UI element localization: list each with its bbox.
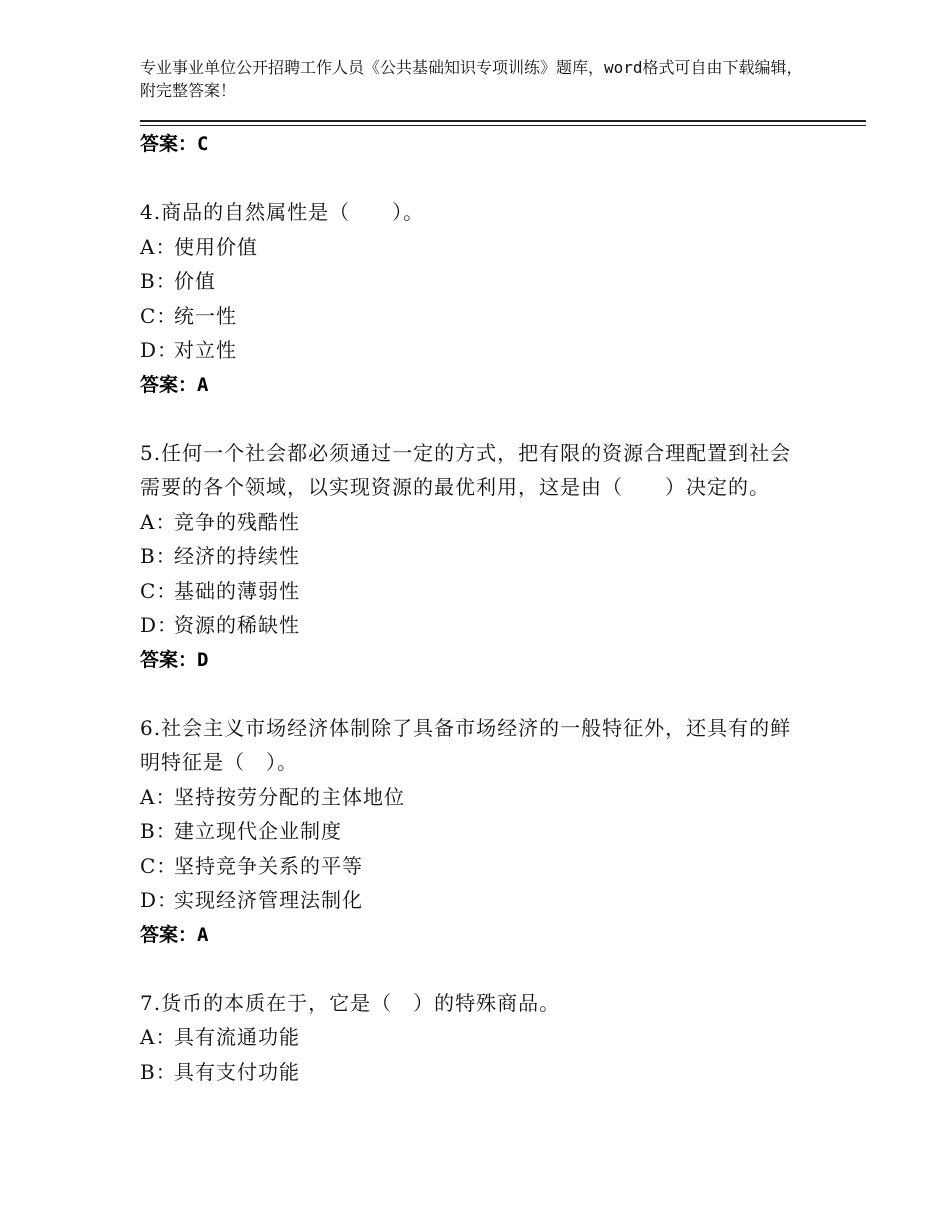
- option-d: [140, 883, 800, 918]
- option-key: A：: [140, 234, 177, 259]
- option-a: [140, 230, 800, 265]
- option-text: 建立现代企业制度: [174, 819, 342, 843]
- question-stem: 5.任何一个社会都必须通过一定的方式，把有限的资源合理配置到社会需要的各个领域，以实现资源的最优利用，这是由（ ）决定的。: [140, 440, 792, 499]
- option-key: A：: [140, 509, 177, 534]
- option-text: 实现经济管理法制化: [174, 888, 363, 912]
- answer-value: C: [197, 133, 209, 155]
- option-b: [140, 814, 800, 849]
- answer-value: A: [197, 373, 209, 396]
- option-b: [140, 264, 800, 299]
- option-b: [140, 539, 800, 574]
- option-key: C：: [140, 303, 178, 328]
- question-stem: 6.社会主义市场经济体制除了具备市场经济的一般特征外，还具有的鲜明特征是（ ）。: [140, 715, 792, 774]
- question-block: [140, 986, 800, 1090]
- option-text: 统一性: [174, 303, 237, 328]
- answer-label: 答案：: [140, 373, 198, 396]
- answer-line: [140, 127, 800, 161]
- option-text: 使用价值: [174, 234, 258, 259]
- option-key: C：: [140, 853, 178, 878]
- option-key: A：: [140, 1025, 177, 1049]
- option-text: 价值: [174, 269, 216, 293]
- option-key: B：: [140, 544, 177, 568]
- option-key: D：: [140, 613, 179, 637]
- question-block: [140, 436, 800, 677]
- option-text: 坚持按劳分配的主体地位: [174, 784, 405, 809]
- answer-value: A: [197, 923, 209, 946]
- document-header: 专业事业单位公开招聘工作人员《公共基础知识专项训练》题库，word格式可自由下载编辑，附完整答案！: [140, 58, 803, 100]
- option-b: [140, 1055, 800, 1090]
- option-key: D：: [140, 888, 179, 912]
- option-c: [140, 849, 800, 884]
- option-d: [140, 333, 800, 368]
- option-c: [140, 574, 800, 609]
- answer-line: [140, 918, 800, 952]
- document-body: [140, 127, 800, 1089]
- question-block: [140, 195, 800, 402]
- option-a: [140, 780, 800, 815]
- answer-label: 答案：: [140, 648, 198, 671]
- option-text: 竞争的残酷性: [174, 509, 300, 534]
- question-stem: 7.货币的本质在于，它是（ ）的特殊商品。: [140, 990, 561, 1015]
- option-d: [140, 608, 800, 643]
- option-key: C：: [140, 578, 178, 603]
- option-text: 坚持竞争关系的平等: [174, 853, 363, 878]
- option-text: 具有支付功能: [174, 1059, 300, 1084]
- question-block: [140, 711, 800, 952]
- header-rule-thin: [140, 125, 866, 126]
- option-text: 基础的薄弱性: [174, 578, 300, 603]
- option-text: 对立性: [174, 338, 237, 362]
- option-key: A：: [140, 784, 177, 809]
- option-text: 资源的稀缺性: [174, 613, 300, 637]
- answer-line: [140, 643, 800, 677]
- option-a: [140, 505, 800, 540]
- option-key: D：: [140, 338, 179, 362]
- question-stem: 4.商品的自然属性是（ ）。: [140, 200, 425, 224]
- option-c: [140, 299, 800, 334]
- option-a: [140, 1020, 800, 1055]
- option-key: B：: [140, 1059, 177, 1084]
- answer-label: 答案：: [140, 133, 198, 155]
- answer-label: 答案：: [140, 923, 198, 946]
- header-rule-thick: [140, 120, 866, 122]
- option-key: B：: [140, 269, 177, 293]
- answer-value: D: [197, 648, 209, 671]
- option-key: B：: [140, 819, 177, 843]
- answer-line: [140, 368, 800, 402]
- option-text: 经济的持续性: [174, 544, 300, 568]
- option-text: 具有流通功能: [174, 1025, 300, 1049]
